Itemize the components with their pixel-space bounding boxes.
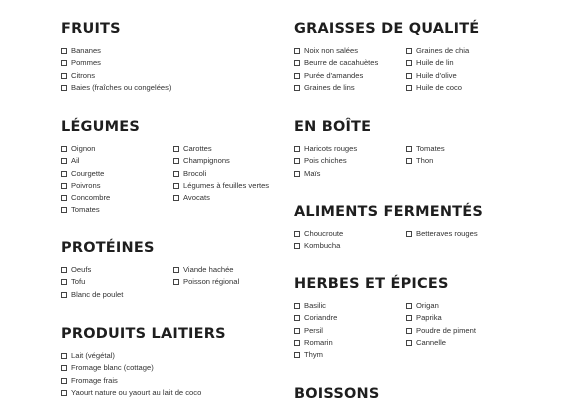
checklist-item[interactable] <box>61 350 201 362</box>
checkbox-icon[interactable] <box>406 340 412 346</box>
checklist <box>61 45 172 94</box>
checkbox-icon[interactable] <box>294 60 300 66</box>
item-label: Kombucha <box>304 241 341 251</box>
checkbox-icon[interactable] <box>61 390 67 396</box>
checklist-item[interactable] <box>294 325 337 337</box>
section-herbes <box>294 276 476 362</box>
item-label: Légumes à feuilles vertes <box>183 180 270 190</box>
item-label: Avocats <box>183 193 210 203</box>
checklist-item[interactable] <box>406 143 445 155</box>
item-label: Choucroute <box>304 229 344 238</box>
checklist-item[interactable] <box>173 192 269 204</box>
item-label: Lait (végétal) <box>71 351 115 360</box>
checklist-item[interactable] <box>406 312 476 324</box>
checklist <box>61 143 270 217</box>
checkbox-icon[interactable] <box>406 231 412 237</box>
item-label: Cannelle <box>416 337 446 347</box>
checklist-item[interactable] <box>61 180 110 192</box>
item-label: Graines de chia <box>416 46 470 55</box>
checkbox-icon[interactable] <box>294 171 300 177</box>
checklist-item[interactable] <box>173 143 269 155</box>
checklist <box>294 300 476 362</box>
checkbox-icon[interactable] <box>61 183 67 189</box>
checklist-item[interactable] <box>173 180 269 192</box>
checklist-item[interactable] <box>61 168 110 180</box>
section-legumes <box>61 119 270 217</box>
section-title: ALIMENTS FERMENTÉS <box>294 204 483 220</box>
checklist-item[interactable] <box>61 70 171 82</box>
checkbox-icon[interactable] <box>61 267 67 273</box>
checkbox-icon[interactable] <box>61 60 67 66</box>
checkbox-icon[interactable] <box>294 231 300 237</box>
checklist-item[interactable] <box>294 57 378 69</box>
checklist-column <box>406 300 476 349</box>
checklist-item[interactable] <box>61 362 201 374</box>
checklist-item[interactable] <box>294 82 378 94</box>
item-label: Ail <box>71 156 80 166</box>
section-title: BOISSONS <box>294 386 380 402</box>
item-label: Pois chiches <box>304 156 347 166</box>
checkbox-icon[interactable] <box>173 171 179 177</box>
item-label: Huile de coco <box>416 82 463 92</box>
checklist-item[interactable] <box>406 82 469 94</box>
checkbox-icon[interactable] <box>294 158 300 164</box>
checkbox-icon[interactable] <box>173 267 179 273</box>
checkbox-icon[interactable] <box>406 146 412 152</box>
item-label: Tomates <box>71 205 100 215</box>
checkbox-icon[interactable] <box>406 158 412 164</box>
checklist-column <box>61 45 171 94</box>
checkbox-icon[interactable] <box>294 146 300 152</box>
checklist-item[interactable] <box>294 228 343 240</box>
item-label: Baies (fraîches ou congelées) <box>71 82 172 92</box>
checklist-item[interactable] <box>61 143 110 155</box>
item-label: Poudre de piment <box>416 325 476 335</box>
checkbox-icon[interactable] <box>294 85 300 91</box>
checkbox-icon[interactable] <box>173 146 179 152</box>
checkbox-icon[interactable] <box>406 328 412 334</box>
checkbox-icon[interactable] <box>294 243 300 249</box>
item-label: Brocoli <box>183 168 207 178</box>
section-title: FRUITS <box>61 21 121 37</box>
checklist-item[interactable] <box>173 276 239 288</box>
checklist-item[interactable] <box>61 375 201 387</box>
checkbox-icon[interactable] <box>294 328 300 334</box>
checklist <box>294 143 445 180</box>
section-graisses <box>294 21 479 94</box>
checklist-item[interactable] <box>294 337 337 349</box>
checkbox-icon[interactable] <box>406 303 412 309</box>
checklist-item[interactable] <box>294 168 357 180</box>
checklist-column <box>61 143 110 217</box>
checklist-item[interactable] <box>406 155 445 167</box>
checklist-item[interactable] <box>294 312 337 324</box>
item-label: Champignons <box>183 156 230 166</box>
item-label: Beurre de cacahuètes <box>304 58 379 68</box>
checklist-item[interactable] <box>406 337 476 349</box>
item-label: Basilic <box>304 301 326 310</box>
item-label: Carottes <box>183 144 212 153</box>
checklist-item[interactable] <box>294 143 357 155</box>
item-label: Concombre <box>71 193 111 203</box>
item-label: Oignon <box>71 144 96 153</box>
checklist-item[interactable] <box>61 57 171 69</box>
checkbox-icon[interactable] <box>173 279 179 285</box>
checkbox-icon[interactable] <box>61 48 67 54</box>
checkbox-icon[interactable] <box>294 48 300 54</box>
checkbox-icon[interactable] <box>61 207 67 213</box>
item-label: Poisson régional <box>183 277 240 287</box>
item-label: Oeufs <box>71 265 92 274</box>
checkbox-icon[interactable] <box>294 315 300 321</box>
item-label: Betteraves rouges <box>416 229 478 238</box>
checklist-column <box>406 228 478 240</box>
checklist-item[interactable] <box>173 168 269 180</box>
item-label: Huile d'olive <box>416 70 457 80</box>
checkbox-icon[interactable] <box>294 73 300 79</box>
checkbox-icon[interactable] <box>406 60 412 66</box>
section-title: EN BOÎTE <box>294 119 372 135</box>
item-label: Maïs <box>304 168 321 178</box>
checklist <box>61 264 240 301</box>
section-title: LÉGUMES <box>61 119 140 135</box>
item-label: Romarin <box>304 337 333 347</box>
checklist-column <box>61 350 201 399</box>
checklist-item[interactable] <box>294 349 337 361</box>
section-en-boite <box>294 119 445 180</box>
item-label: Persil <box>304 325 323 335</box>
item-label: Thon <box>416 156 434 166</box>
item-label: Coriandre <box>304 313 338 323</box>
item-label: Noix non salées <box>304 46 359 55</box>
checklist-item[interactable] <box>294 45 378 57</box>
checklist-column <box>294 143 357 180</box>
item-label: Thym <box>304 350 323 360</box>
checklist-item[interactable] <box>61 289 123 301</box>
checklist-item[interactable] <box>406 57 469 69</box>
checklist <box>294 228 483 253</box>
checklist-item[interactable] <box>173 264 239 276</box>
section-fruits <box>61 21 172 94</box>
item-label: Huile de lin <box>416 58 454 68</box>
checkbox-icon[interactable] <box>406 48 412 54</box>
section-title: GRAISSES DE QUALITÉ <box>294 21 480 37</box>
item-label: Viande hachée <box>183 265 234 274</box>
item-label: Tofu <box>71 277 86 287</box>
item-label: Tomates <box>416 144 445 153</box>
section-fermentes <box>294 204 483 253</box>
checkbox-icon[interactable] <box>406 85 412 91</box>
checklist-item[interactable] <box>294 240 343 252</box>
checklist-column <box>294 300 337 361</box>
item-label: Yaourt nature ou yaourt au lait de coco <box>71 387 202 397</box>
checkbox-icon[interactable] <box>294 340 300 346</box>
item-label: Purée d'amandes <box>304 70 364 80</box>
item-label: Fromage frais <box>71 375 118 385</box>
checkbox-icon[interactable] <box>61 353 67 359</box>
checklist-column <box>173 264 239 289</box>
checkbox-icon[interactable] <box>294 303 300 309</box>
checklist-item[interactable] <box>294 300 337 312</box>
checkbox-icon[interactable] <box>61 85 67 91</box>
item-label: Poivrons <box>71 180 101 190</box>
checklist-item[interactable] <box>294 155 357 167</box>
item-label: Graines de lins <box>304 82 355 92</box>
checklist-item[interactable] <box>406 228 478 240</box>
checkbox-icon[interactable] <box>61 279 67 285</box>
checkbox-icon[interactable] <box>61 146 67 152</box>
checkbox-icon[interactable] <box>61 158 67 164</box>
item-label: Bananes <box>71 46 101 55</box>
checklist-column <box>294 45 378 94</box>
cropped-heading <box>155 0 410 5</box>
checklist-item[interactable] <box>61 155 110 167</box>
checklist-item[interactable] <box>61 276 123 288</box>
checkbox-icon[interactable] <box>61 171 67 177</box>
checkbox-icon[interactable] <box>173 158 179 164</box>
checkbox-icon[interactable] <box>61 73 67 79</box>
checklist-item[interactable] <box>61 264 123 276</box>
checklist-item[interactable] <box>294 70 378 82</box>
item-label: Courgette <box>71 168 105 178</box>
checklist-item[interactable] <box>406 70 469 82</box>
checklist-item[interactable] <box>173 155 269 167</box>
checklist-item[interactable] <box>61 82 171 94</box>
checkbox-icon[interactable] <box>294 352 300 358</box>
checkbox-icon[interactable] <box>406 73 412 79</box>
item-label: Fromage blanc (cottage) <box>71 363 154 373</box>
section-boissons <box>294 386 380 402</box>
checkbox-icon[interactable] <box>406 315 412 321</box>
checklist-item[interactable] <box>61 387 201 399</box>
item-label: Paprika <box>416 313 442 323</box>
checklist-column <box>406 143 445 168</box>
item-label: Pommes <box>71 58 101 68</box>
checklist-column <box>173 143 269 204</box>
checkbox-icon[interactable] <box>61 365 67 371</box>
section-title: PROTÉINES <box>61 240 155 256</box>
section-proteines <box>61 240 240 301</box>
section-laitiers <box>61 326 226 399</box>
checklist <box>294 45 479 94</box>
checkbox-icon[interactable] <box>173 183 179 189</box>
item-label: Blanc de poulet <box>71 289 124 299</box>
checklist-item[interactable] <box>406 45 469 57</box>
checkbox-icon[interactable] <box>61 195 67 201</box>
checklist-item[interactable] <box>61 192 110 204</box>
checklist-item[interactable] <box>406 300 476 312</box>
checklist-item[interactable] <box>406 325 476 337</box>
item-label: Citrons <box>71 70 96 80</box>
checklist-item[interactable] <box>61 204 110 216</box>
checkbox-icon[interactable] <box>173 195 179 201</box>
section-title: HERBES ET ÉPICES <box>294 276 449 292</box>
checklist-item[interactable] <box>61 45 171 57</box>
item-label: Haricots rouges <box>304 144 358 153</box>
checkbox-icon[interactable] <box>61 378 67 384</box>
checklist-column <box>61 264 123 301</box>
checklist-column <box>294 228 343 253</box>
section-title: PRODUITS LAITIERS <box>61 326 226 342</box>
checklist-column <box>406 45 469 94</box>
checkbox-icon[interactable] <box>61 292 67 298</box>
item-label: Origan <box>416 301 439 310</box>
checklist <box>61 350 226 399</box>
